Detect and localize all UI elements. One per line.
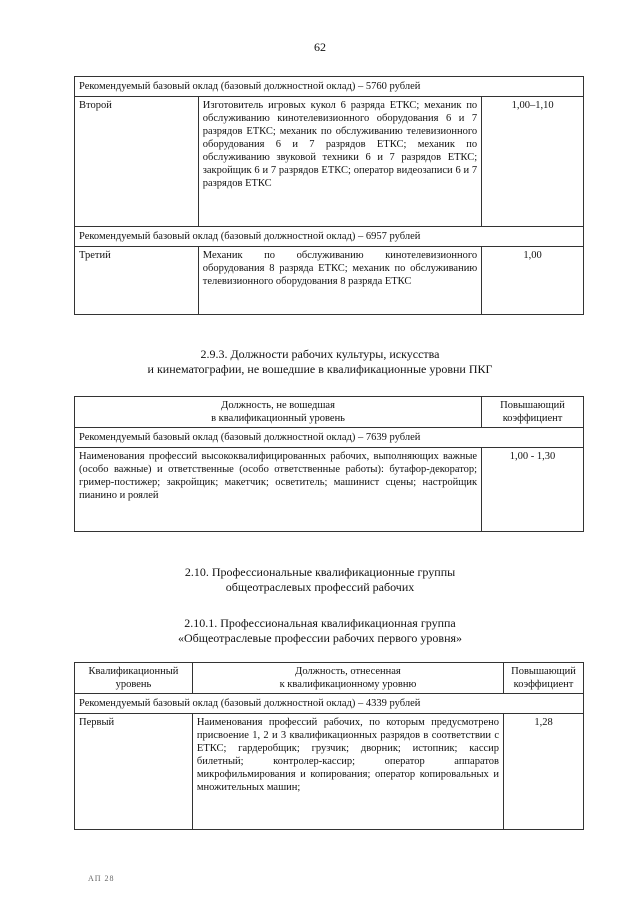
heading-line: 2.10.1. Профессиональная квалификационная группа xyxy=(184,616,456,630)
table-general-workers-level-1 xyxy=(74,662,584,830)
header-line: коэффициент xyxy=(513,679,574,690)
page-number: 62 xyxy=(314,40,326,54)
level-cell: Второй xyxy=(75,97,199,227)
column-header-position xyxy=(75,397,482,428)
positions-cell: Изготовитель игровых кукол 6 разряда ЕТКС; механик по обслуживанию кинотелевизионного оборудования 6 и 7 разрядов ЕТКС; механик по обслуживанию телевизионного оборудования 6 и 7 разрядов ЕТКС; механик по обслуживанию звуковой техники 6 и 7 разрядов ЕТКС; закройщик 6 и 7 разрядов ЕТКС; оператор видеозаписи 6 и 7 разрядов ЕТКС xyxy=(198,97,481,227)
section-heading-2-10 xyxy=(0,565,640,595)
header-line: коэффициент xyxy=(502,413,563,424)
footer-mark: АП 28 xyxy=(88,874,115,883)
salary-row: Рекомендуемый базовый оклад (базовый должностной оклад) – 4339 рублей xyxy=(75,694,584,714)
table-row xyxy=(75,77,584,97)
positions-cell: Механик по обслуживанию кинотелевизионного оборудования 8 разряда ЕТКС; механик по обслуживанию телевизионного оборудования 8 разряда ЕТКС xyxy=(198,247,481,315)
heading-line: и кинематографии, не вошедшие в квалификационные уровни ПКГ xyxy=(147,362,493,376)
positions-cell: Наименования профессий высококвалифицированных рабочих, выполняющих важные (особо важные) и ответственные (особо ответственные работы): бутафор-декоратор; гример-постижер; закройщик; макетчик; осветитель; машинист сцены; настройщик пианино и роялей xyxy=(75,448,482,532)
table-header-row xyxy=(75,663,584,694)
coefficient-cell: 1,00 xyxy=(482,247,584,315)
heading-line: 2.9.3. Должности рабочих культуры, искусства xyxy=(200,347,440,361)
table-row xyxy=(75,714,584,830)
header-line: Повышающий xyxy=(511,666,576,677)
table-row xyxy=(75,97,584,227)
table-row xyxy=(75,448,584,532)
section-heading-2-9-3 xyxy=(0,347,640,377)
level-cell: Первый xyxy=(75,714,193,830)
table-row xyxy=(75,694,584,714)
header-line: в квалификационный уровень xyxy=(211,413,345,424)
table-pkg-levels-continued xyxy=(74,76,584,315)
header-line: уровень xyxy=(115,679,152,690)
header-line: Должность, не вошедшая xyxy=(221,400,335,411)
coefficient-cell: 1,00–1,10 xyxy=(482,97,584,227)
heading-line: 2.10. Профессиональные квалификационные группы xyxy=(184,565,456,579)
positions-cell: Наименования профессий рабочих, по которым предусмотрено присвоение 1, 2 и 3 квалификационных разрядов в соответствии с ЕТКС; гардеробщик; грузчик; дворник; истопник; кассир билетный; контролер-кассир; оператор аппаратов микрофильмирования и копирования; оператор копировальных и множительных машин; xyxy=(192,714,503,830)
salary-row: Рекомендуемый базовый оклад (базовый должностной оклад) – 5760 рублей xyxy=(75,77,584,97)
header-line: Повышающий xyxy=(500,400,565,411)
heading-line: общеотраслевых профессий рабочих xyxy=(225,580,415,594)
header-line: Квалификационный xyxy=(88,666,179,677)
level-cell: Третий xyxy=(75,247,199,315)
column-header-coefficient xyxy=(504,663,584,694)
section-heading-2-10-1 xyxy=(0,616,640,646)
coefficient-cell: 1,28 xyxy=(504,714,584,830)
column-header-level xyxy=(75,663,193,694)
coefficient-cell: 1,00 - 1,30 xyxy=(482,448,584,532)
header-line: к квалификационному уровню xyxy=(279,679,417,690)
column-header-coefficient xyxy=(482,397,584,428)
column-header-position xyxy=(192,663,503,694)
table-header-row xyxy=(75,397,584,428)
table-row xyxy=(75,227,584,247)
table-row xyxy=(75,428,584,448)
header-line: Должность, отнесенная xyxy=(295,666,401,677)
heading-line: «Общеотраслевые профессии рабочих первого уровня» xyxy=(177,631,463,645)
table-row xyxy=(75,247,584,315)
salary-row: Рекомендуемый базовый оклад (базовый должностной оклад) – 7639 рублей xyxy=(75,428,584,448)
table-positions-outside-levels xyxy=(74,396,584,532)
salary-row: Рекомендуемый базовый оклад (базовый должностной оклад) – 6957 рублей xyxy=(75,227,584,247)
